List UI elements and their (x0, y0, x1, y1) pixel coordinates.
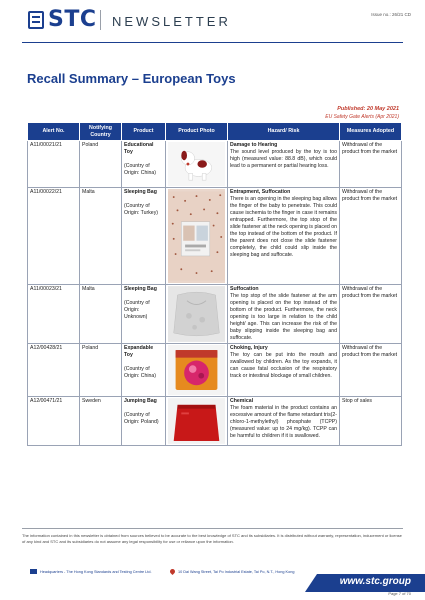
building-icon (30, 569, 37, 574)
hazard-title: Chemical (230, 398, 254, 404)
country-cell: Sweden (80, 397, 122, 446)
disclaimer-text: The information contained in this newsletter is obtained from sources believed to be accurate to the best knowledge of STC and its subsidiaries. It is distributed without warranty, representation, inducement or license of any kind and STC and its subsidiaries do not assume any legal responsibility for use or reliance upon the information. (22, 533, 402, 544)
headquarters-text: Headquarters - The Hong Kong Standards and Testing Centre Ltd. (40, 569, 152, 574)
alert-no-cell: A12/00471/21 (28, 397, 80, 446)
hazard-text: The top stop of the slide fastener at the arm opening is placed on the top instead of the bottom of the product. Furthermore, the neck opening is too large in relation to the child height/ age. This can increase the risk of the baby slipping inside the sleeping bag and suffocate. (230, 293, 337, 341)
product-cell (122, 141, 166, 188)
hazard-cell (228, 141, 340, 188)
published-date: Published: 20 May 2021 (337, 106, 399, 112)
address-info (170, 569, 294, 574)
col-country: Notifying Country (80, 123, 122, 141)
hazard-cell (228, 188, 340, 285)
product-cell (122, 188, 166, 285)
jumping-bag-photo (168, 398, 225, 444)
table-row (28, 141, 402, 188)
address-text: 10 Dai Wang Street, Tai Po Industrial Estate, Tai Po, N.T., Hong Kong (178, 569, 295, 574)
photo-cell (166, 285, 228, 344)
hazard-text: The sound level produced by the toy is too high (measured value: 88.8 dB), which could lead to a permanent or partial hearing loss. (230, 149, 337, 169)
alert-no-cell: A11/00022/21 (28, 188, 80, 285)
footer-bar (0, 566, 425, 600)
product-origin: (Country of Origin: China) (124, 366, 157, 379)
newsletter-label: NEWSLETTER (112, 14, 231, 29)
measures-cell: Stop of sales (340, 397, 402, 446)
source-label: EU Safety Gate Alerts (Apr 2021) (325, 114, 399, 120)
country-cell: Malta (80, 188, 122, 285)
stc-logo-icon (28, 11, 44, 29)
logo-text: STC (48, 7, 97, 32)
hazard-cell (228, 344, 340, 397)
product-name: Jumping Bag (124, 398, 157, 404)
table-row (28, 188, 402, 285)
product-name: Sleeping Bag (124, 189, 157, 195)
country-cell: Poland (80, 141, 122, 188)
country-cell: Malta (80, 285, 122, 344)
product-name: Expandable Toy (124, 345, 154, 358)
alert-no-cell: A11/00023/21 (28, 285, 80, 344)
photo-cell (166, 141, 228, 188)
hazard-title: Damage to Hearing (230, 142, 278, 148)
measures-cell: Withdrawal of the product from the market (340, 141, 402, 188)
product-name: Educational Toy (124, 142, 154, 155)
page-title: Recall Summary – European Toys (27, 71, 236, 86)
col-photo: Product Photo (166, 123, 228, 141)
hazard-cell (228, 285, 340, 344)
photo-cell (166, 344, 228, 397)
hazard-cell (228, 397, 340, 446)
measures-cell: Withdrawal of the product from the market (340, 285, 402, 344)
newsletter-header (0, 0, 425, 44)
table-row (28, 344, 402, 397)
product-origin: (Country of Origin: Turkey) (124, 203, 159, 216)
hazard-title: Entrapment, Suffocation (230, 189, 291, 195)
hazard-text: The toy can be put into the mouth and swallowed by children. As the toy expands, it can cause fatal occlusion of the respiratory track or intestinal blockage of small children. (230, 352, 337, 379)
product-cell (122, 344, 166, 397)
sleeping-bag-photo (168, 189, 225, 283)
hazard-text: The foam material in the product contains an excessive amount of the flame retardant tris(2-chloro-1-methylethyl) phosphate (TCPP) (measured value: up to 24 mg/kg). TCPP can be harmful to children if it is swallowed. (230, 405, 337, 439)
table-row (28, 397, 402, 446)
location-pin-icon (169, 568, 176, 575)
measures-cell: Withdrawal of the product from the market (340, 344, 402, 397)
header-rule (22, 42, 403, 43)
issue-number: Issue no.: 26/21 CD (371, 12, 411, 17)
alert-no-cell: A12/00428/21 (28, 344, 80, 397)
toy-dog-photo (168, 142, 225, 186)
product-cell (122, 397, 166, 446)
col-alert-no: Alert No. (28, 123, 80, 141)
expandable-toy-photo (168, 345, 225, 395)
col-hazard: Hazard/ Risk (228, 123, 340, 141)
product-cell (122, 285, 166, 344)
stc-logo (28, 7, 97, 32)
product-origin: (Country of Origin: Poland) (124, 412, 159, 425)
hazard-text: There is an opening in the sleeping bag allows the finger of the baby to penetrate. This could cause ischemia to the finger in case it remains entrapped. Furthermore, the top stop of the slide fastener at the neck opening is placed on the top instead of the bottom of the product. If the parent does not close the slide fastener completely, the child could slip inside the sleeping bag and suffocate. (230, 196, 337, 258)
hazard-title: Choking, Injury (230, 345, 268, 351)
photo-cell (166, 188, 228, 285)
website-link[interactable]: www.stc.group (339, 576, 411, 587)
footer-rule (22, 528, 403, 529)
page-number: Page 7 of 70 (388, 591, 411, 596)
col-product: Product (122, 123, 166, 141)
alert-no-cell: A11/00021/21 (28, 141, 80, 188)
col-measures: Measures Adopted (340, 123, 402, 141)
hazard-title: Suffocation (230, 286, 259, 292)
measures-cell: Withdrawal of the product from the market (340, 188, 402, 285)
product-origin: (Country of Origin: Unknown) (124, 300, 150, 320)
header-divider (100, 10, 101, 30)
headquarters-info (30, 569, 152, 574)
product-name: Sleeping Bag (124, 286, 157, 292)
table-row (28, 285, 402, 344)
photo-cell (166, 397, 228, 446)
recall-table (27, 122, 402, 446)
gray-sleeping-bag-photo (168, 286, 225, 342)
product-origin: (Country of Origin: China) (124, 163, 157, 176)
table-header-row (28, 123, 402, 141)
country-cell: Poland (80, 344, 122, 397)
